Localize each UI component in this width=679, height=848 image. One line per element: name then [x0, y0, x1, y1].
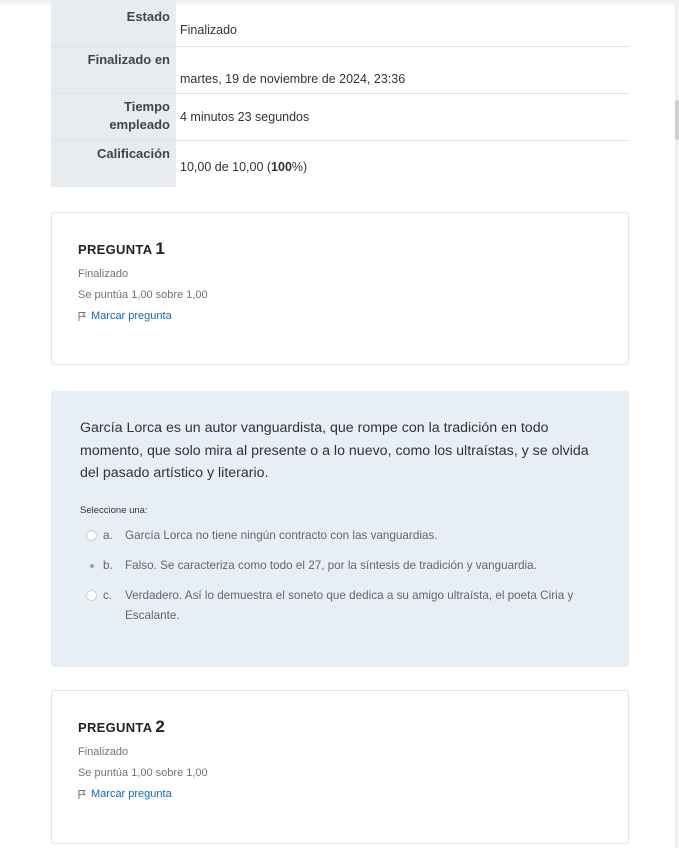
summary-label: [51, 94, 176, 140]
flag-question-link[interactable]: [78, 310, 602, 322]
grade-prefix: 10,00 de 10,00 (: [180, 160, 272, 174]
question-title-label: PREGUNTA: [78, 242, 153, 257]
question-text: García Lorca es un autor vanguardista, que rompe con la tradición en todo momento, que solo mira al presente o a lo nuevo, como los ultraístas, y se olvida del pasado artístico y literario.: [80, 420, 589, 481]
summary-row-state: [51, 0, 629, 47]
answer-prompt: Seleccione una:: [80, 504, 148, 516]
answer-letter: b.: [103, 558, 113, 572]
question-state: Finalizado: [78, 746, 129, 758]
radio-button[interactable]: [86, 530, 97, 541]
flag-icon: [78, 311, 87, 321]
answer-letter: a.: [103, 528, 113, 542]
answer-text: Verdadero. Así lo demuestra el soneto que dedica a su amigo ultraísta, el poeta Ciria y Escalante.: [125, 588, 574, 622]
flag-question-link[interactable]: [78, 788, 602, 800]
summary-label: Calificación: [51, 141, 176, 187]
summary-value: 4 minutos 23 segundos: [180, 110, 310, 124]
scrollbar[interactable]: [675, 0, 679, 848]
summary-label-line: empleado: [109, 117, 170, 132]
question-number: 1: [155, 239, 166, 258]
question-state: Finalizado: [78, 268, 129, 280]
summary-label: Estado: [51, 0, 176, 46]
grade-suffix: %): [291, 160, 308, 174]
answer-text: García Lorca no tiene ningún contracto con las vanguardias.: [125, 528, 438, 542]
answer-option-c[interactable]: [80, 586, 601, 626]
scrollbar-thumb[interactable]: [675, 100, 679, 140]
radio-button-selected[interactable]: [86, 560, 97, 571]
question-grade: Se puntúa 1,00 sobre 1,00: [78, 289, 208, 301]
question-number: 2: [155, 717, 166, 736]
summary-value: [176, 141, 629, 187]
question-title-label: PREGUNTA: [78, 720, 153, 735]
question-content: [51, 391, 629, 667]
flag-question-label: Marcar pregunta: [91, 310, 172, 322]
question-grade: Se puntúa 1,00 sobre 1,00: [78, 767, 208, 779]
answer-option-a[interactable]: [80, 526, 601, 546]
summary-value: martes, 19 de noviembre de 2024, 23:36: [180, 72, 406, 86]
question-info-card: [51, 212, 629, 365]
question-title: [78, 239, 602, 259]
flag-question-label: Marcar pregunta: [91, 788, 172, 800]
flag-icon: [78, 789, 87, 799]
summary-row-grade: [51, 141, 629, 187]
summary-label: Finalizado en: [51, 47, 176, 93]
answer-option-b[interactable]: [80, 556, 601, 576]
answer-text: Falso. Se caracteriza como todo el 27, por la síntesis de tradición y vanguardia.: [125, 558, 537, 572]
summary-row-time-taken: [51, 94, 629, 141]
attempt-summary-table: [51, 0, 629, 187]
grade-percent: 100: [271, 160, 292, 174]
summary-value: Finalizado: [180, 23, 237, 37]
answer-list: [80, 526, 601, 626]
summary-label-line: Tiempo: [124, 99, 170, 114]
summary-row-completed-on: [51, 47, 629, 94]
radio-button[interactable]: [86, 590, 97, 601]
answer-letter: c.: [103, 588, 113, 602]
question-info-card: [51, 690, 629, 844]
question-title: [78, 717, 602, 737]
